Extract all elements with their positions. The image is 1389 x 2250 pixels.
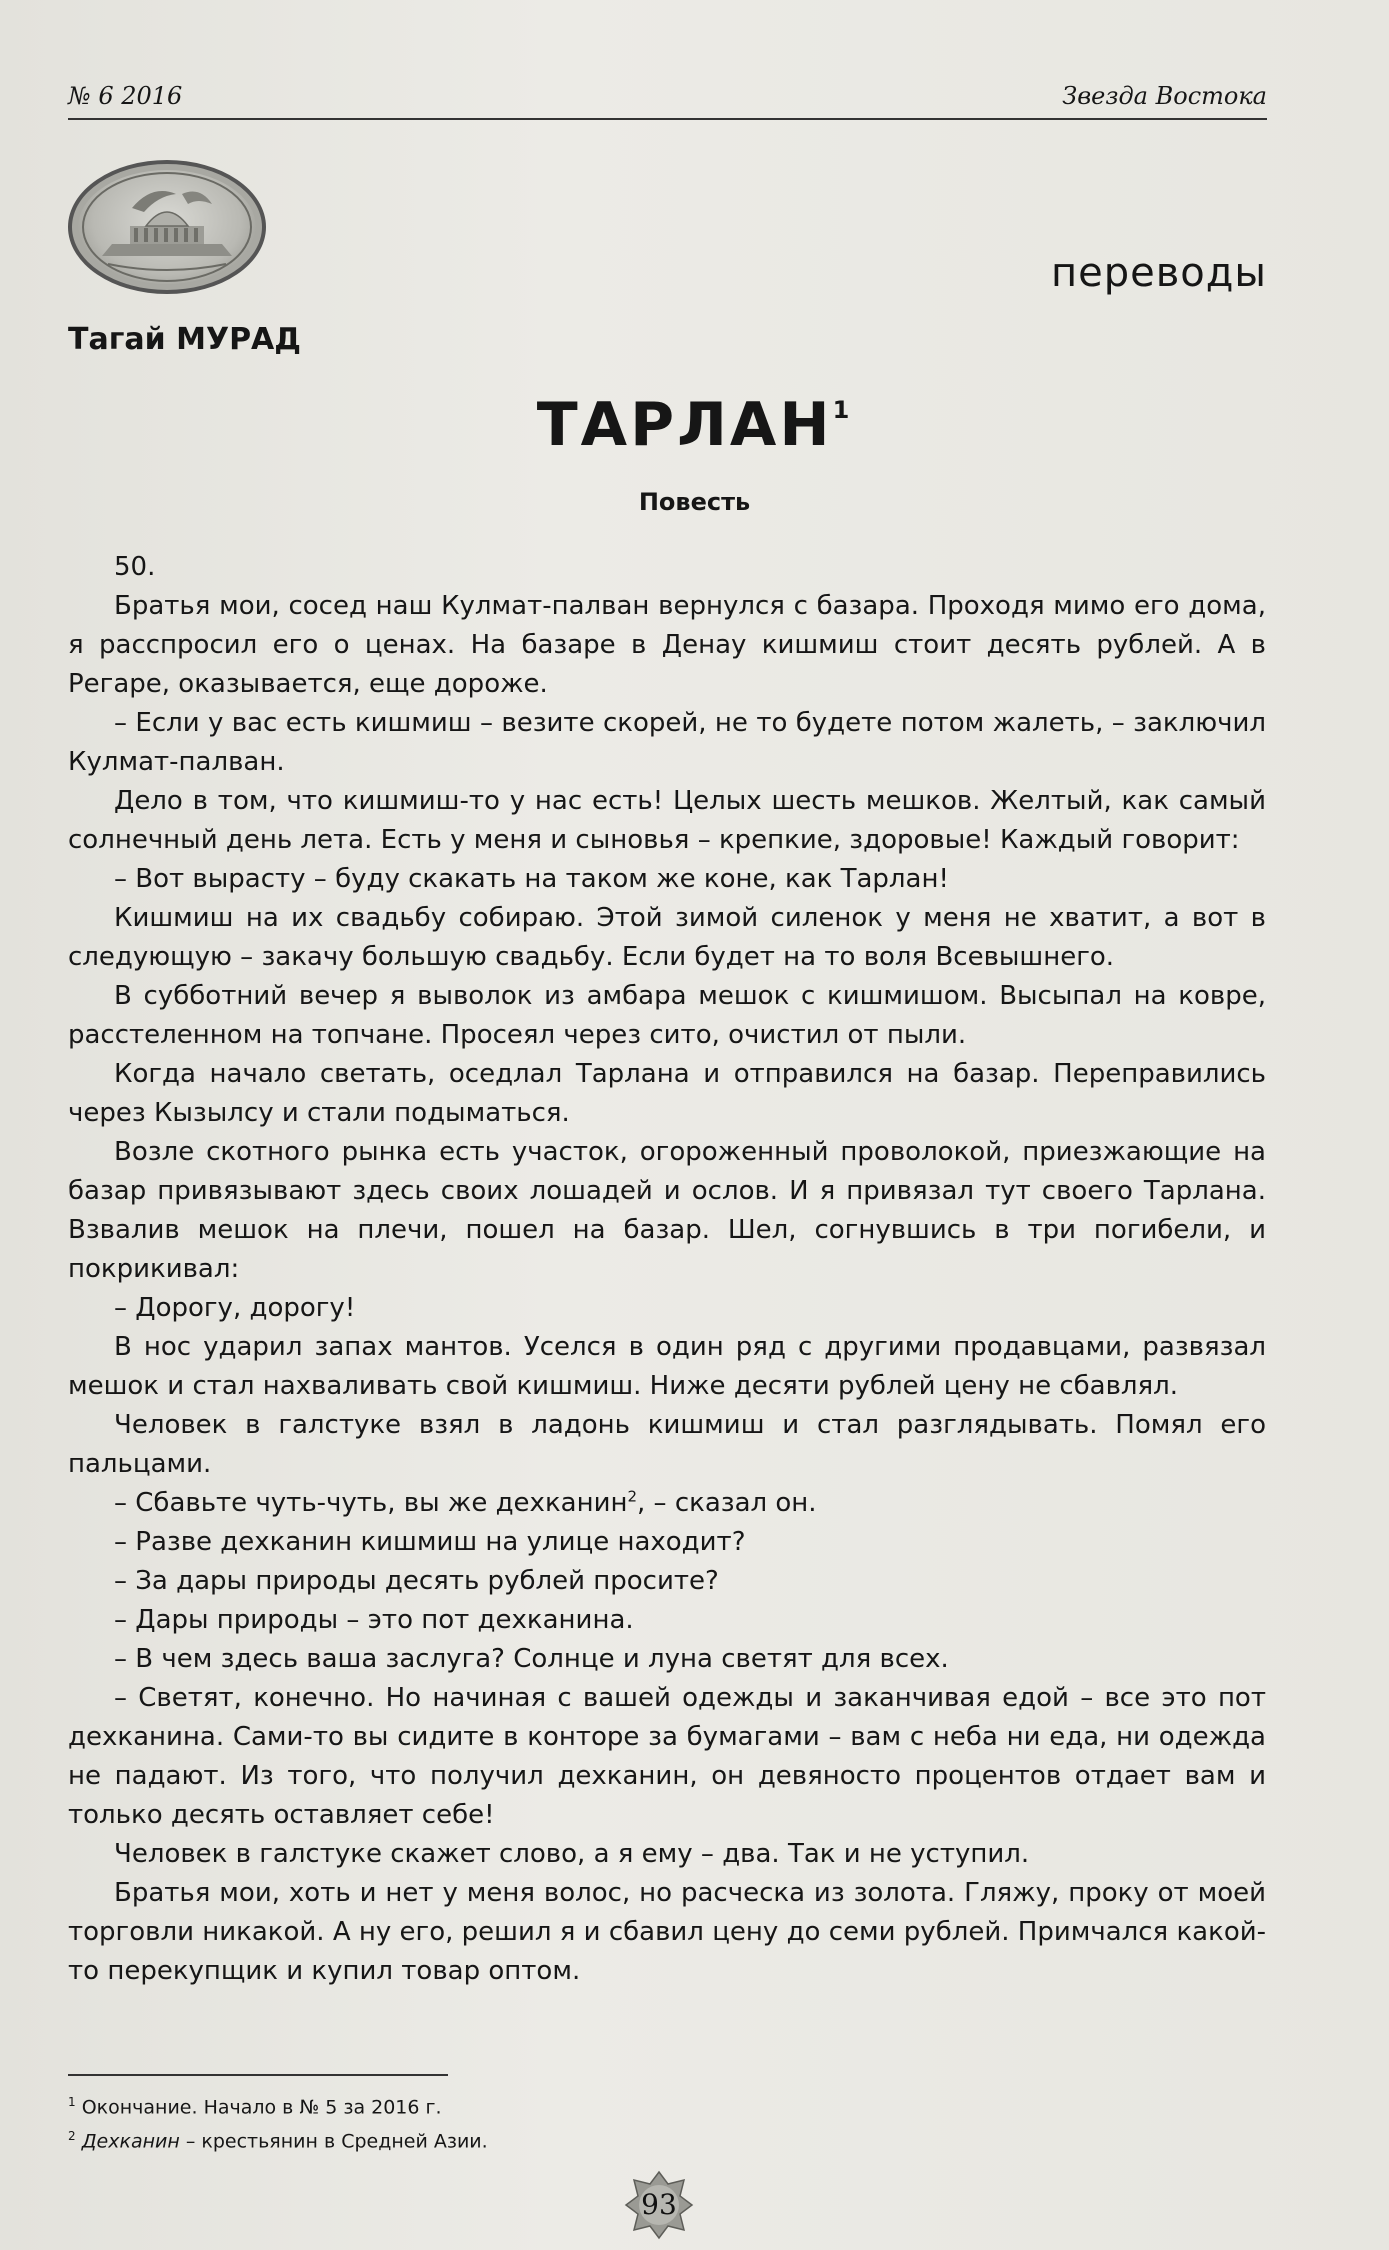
story-subtitle: Повесть [638, 488, 751, 516]
paragraph: – Если у вас есть кишмиш – везите скорей, не то будете потом жалеть, – заключил Кулмат-палван. [68, 708, 1266, 777]
title-footnote-mark: 1 [832, 396, 853, 424]
story-body [68, 548, 1266, 1991]
paragraph: Человек в галстуке взял в ладонь кишмиш и стал разглядывать. Помял его пальцами. [68, 1410, 1266, 1479]
footnote-2-term: Дехканин [81, 2130, 180, 2153]
story-title-text: ТАРЛАН [536, 390, 833, 460]
page-number-badge [624, 2170, 694, 2240]
running-head [68, 78, 1267, 120]
chapter-number: 50. [114, 552, 156, 582]
paragraph: Человек в галстуке скажет слово, а я ему – два. Так и не уступил. [114, 1839, 1030, 1869]
paragraph: – Дары природы – это пот дехканина. [114, 1605, 634, 1635]
paragraph: Дело в том, что кишмиш-то у нас есть! Целых шесть мешков. Желтый, как самый солнечный день лета. Есть у меня и сыновья – крепкие, здоровые! Каждый говорит: [68, 786, 1266, 855]
paragraph: – За дары природы десять рублей просите? [114, 1566, 719, 1596]
section-label: переводы [1050, 250, 1267, 296]
paragraph: – Вот вырасту – буду скакать на таком же коне, как Тарлан! [114, 864, 949, 894]
paragraph: В нос ударил запах мантов. Уселся в один ряд с другими продавцами, развязал мешок и стал нахваливать свой кишмиш. Ниже десяти рублей цену не сбавлял. [68, 1332, 1266, 1401]
paragraph: Кишмиш на их свадьбу собираю. Этой зимой силенок у меня не хватит, а вот в следующую – закачу большую свадьбу. Если будет на то воля Всевышнего. [68, 903, 1266, 972]
page-number: 93 [641, 2188, 677, 2221]
footnote-2-text: – крестьянин в Средней Азии. [179, 2130, 488, 2153]
story-title [0, 390, 1389, 460]
author-name: Тагай МУРАД [68, 322, 301, 357]
footnote-1-text: Окончание. Начало в № 5 за 2016 г. [81, 2096, 442, 2119]
paragraph: В субботний вечер я выволок из амбара мешок с кишмишом. Высыпал на ковре, расстеленном на топчане. Просеял через сито, очистил от пыли. [68, 981, 1266, 1050]
paragraph: Возле скотного рынка есть участок, огороженный проволокой, приезжающие на базар привязывают здесь своих лошадей и ослов. И я привязал тут своего Тарлана. Взвалив мешок на плечи, пошел на базар. Шел, согнувшись в три погибели, и покрикивал: [68, 1137, 1266, 1284]
paragraph-text: – Сбавьте чуть-чуть, вы же дехканин [114, 1488, 628, 1518]
paragraph [68, 1484, 1266, 1523]
journal-emblem-logo [68, 160, 266, 294]
paragraph-text-after: , – сказал он. [637, 1488, 817, 1518]
paragraph: Братья мои, сосед наш Кулмат-палван вернулся с базара. Проходя мимо его дома, я расспросил его о ценах. На базаре в Денау кишмиш стоит десять рублей. А в Регаре, оказывается, еще дороже. [68, 591, 1266, 699]
paragraph: – Дорогу, дорогу! [114, 1293, 356, 1323]
footnote-1-mark: 1 [68, 2095, 76, 2109]
paragraph: – В чем здесь ваша заслуга? Солнце и луна светят для всех. [114, 1644, 949, 1674]
footnotes [68, 2088, 1168, 2157]
footnote-1 [68, 2088, 1168, 2122]
footnote-mark: 2 [627, 1487, 638, 1506]
paragraph: – Светят, конечно. Но начиная с вашей одежды и заканчивая едой – все это пот дехканина. Сами-то вы сидите в конторе за бумагами – вам с неба ни еда, ни одежда не падают. Из того, что получил дехканин, он девяносто процентов отдает вам и только десять оставляет себе! [68, 1683, 1266, 1830]
issue-number: № 6 2016 [68, 82, 183, 110]
footnote-divider [68, 2074, 448, 2076]
paragraph: Братья мои, хоть и нет у меня волос, но расческа из золота. Гляжу, проку от моей торговли никакой. А ну его, решил я и сбавил цену до семи рублей. Примчался какой-то перекупщик и купил товар оптом. [68, 1878, 1266, 1986]
paragraph: – Разве дехканин кишмиш на улице находит? [114, 1527, 746, 1557]
paragraph: Когда начало светать, оседлал Тарлана и отправился на базар. Переправились через Кызылсу и стали подыматься. [68, 1059, 1266, 1128]
footnote-2 [68, 2122, 1168, 2156]
journal-name: Звезда Востока [1062, 82, 1267, 110]
footnote-2-mark: 2 [68, 2129, 76, 2144]
